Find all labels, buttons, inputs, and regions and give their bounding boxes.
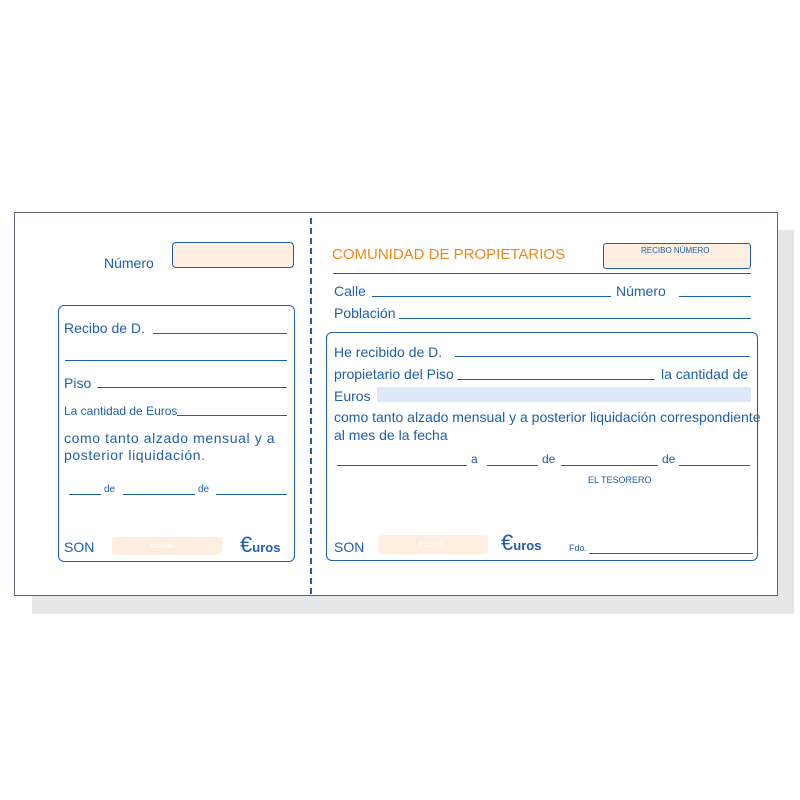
receipt-euros-field[interactable] <box>377 387 751 402</box>
stub-date-day-line[interactable] <box>69 494 101 495</box>
receipt-recibido-line[interactable] <box>455 356 750 357</box>
receipt-cantidad-label: la cantidad de <box>661 366 749 382</box>
receipt-tesorero-label: EL TESORERO <box>588 475 652 485</box>
receipt-de-2: de <box>662 452 676 466</box>
receipt-calle-label: Calle <box>334 283 366 299</box>
stub-date-year-line[interactable] <box>216 494 287 495</box>
stub-piso-label: Piso <box>64 375 92 391</box>
stub-cantidad-label: La cantidad de Euros <box>64 404 178 418</box>
stub-concept-line2: posterior liquidación. <box>64 447 206 463</box>
stub-piso-line[interactable] <box>97 387 287 388</box>
receipt-de-1: de <box>542 452 556 466</box>
receipt-date-place-line[interactable] <box>337 465 467 466</box>
receipt-calle-line[interactable] <box>372 296 611 297</box>
perforation-line <box>310 218 312 594</box>
receipt-concept-line2: al mes de la fecha <box>334 427 448 443</box>
stub-numero-label: Número <box>104 255 154 271</box>
stub-euros-logo-text: uros <box>252 540 281 555</box>
receipt-euros-logo-text: uros <box>513 538 542 553</box>
stub-date-month-line[interactable] <box>123 494 195 495</box>
stub-euros-watermark: euros <box>150 540 176 551</box>
receipt-numero-addr-line[interactable] <box>679 296 751 297</box>
receipt-recibido-label: He recibido de D. <box>334 344 443 360</box>
stub-cantidad-line[interactable] <box>177 415 287 416</box>
stub-recibo-line-2[interactable] <box>65 360 287 361</box>
receipt-title: COMUNIDAD DE PROPIETARIOS <box>332 246 566 263</box>
receipt-euros-watermark: euros <box>418 539 444 550</box>
receipt-euros-logo <box>501 530 541 556</box>
stub-de-2: de <box>198 484 210 495</box>
stub-recibo-label: Recibo de D. <box>64 320 145 336</box>
receipt-title-rule <box>333 273 751 274</box>
receipt-numero-label: RECIBO NÚMERO <box>641 246 710 255</box>
receipt-date-year-line[interactable] <box>679 465 750 466</box>
stub-concept-line1: como tanto alzado mensual y a <box>64 430 276 446</box>
receipt-son-label: SON <box>334 539 365 555</box>
euro-symbol-icon: € <box>501 530 514 555</box>
euro-symbol-icon: € <box>240 532 253 557</box>
receipt-date-month-line[interactable] <box>561 465 658 466</box>
receipt-piso-line[interactable] <box>457 379 655 380</box>
receipt-poblacion-label: Población <box>334 305 396 321</box>
receipt-euros-label: Euros <box>334 388 371 404</box>
receipt-poblacion-line[interactable] <box>399 318 751 319</box>
stub-recibo-line[interactable] <box>153 333 287 334</box>
stub-son-label: SON <box>64 539 95 555</box>
receipt-propietario-label: propietario del Piso <box>334 366 454 382</box>
stub-euros-logo <box>240 532 280 558</box>
stub-de-1: de <box>104 484 116 495</box>
stub-numero-field[interactable] <box>172 242 294 268</box>
receipt-signature-line[interactable] <box>589 553 753 554</box>
receipt-numero-addr-label: Número <box>616 283 666 299</box>
receipt-fdo-label: Fdo. <box>569 543 588 553</box>
receipt-a-label: a <box>471 452 478 466</box>
receipt-concept-line1: como tanto alzado mensual y a posterior liquidación correspondiente <box>334 409 761 425</box>
receipt-date-day-line[interactable] <box>487 465 538 466</box>
